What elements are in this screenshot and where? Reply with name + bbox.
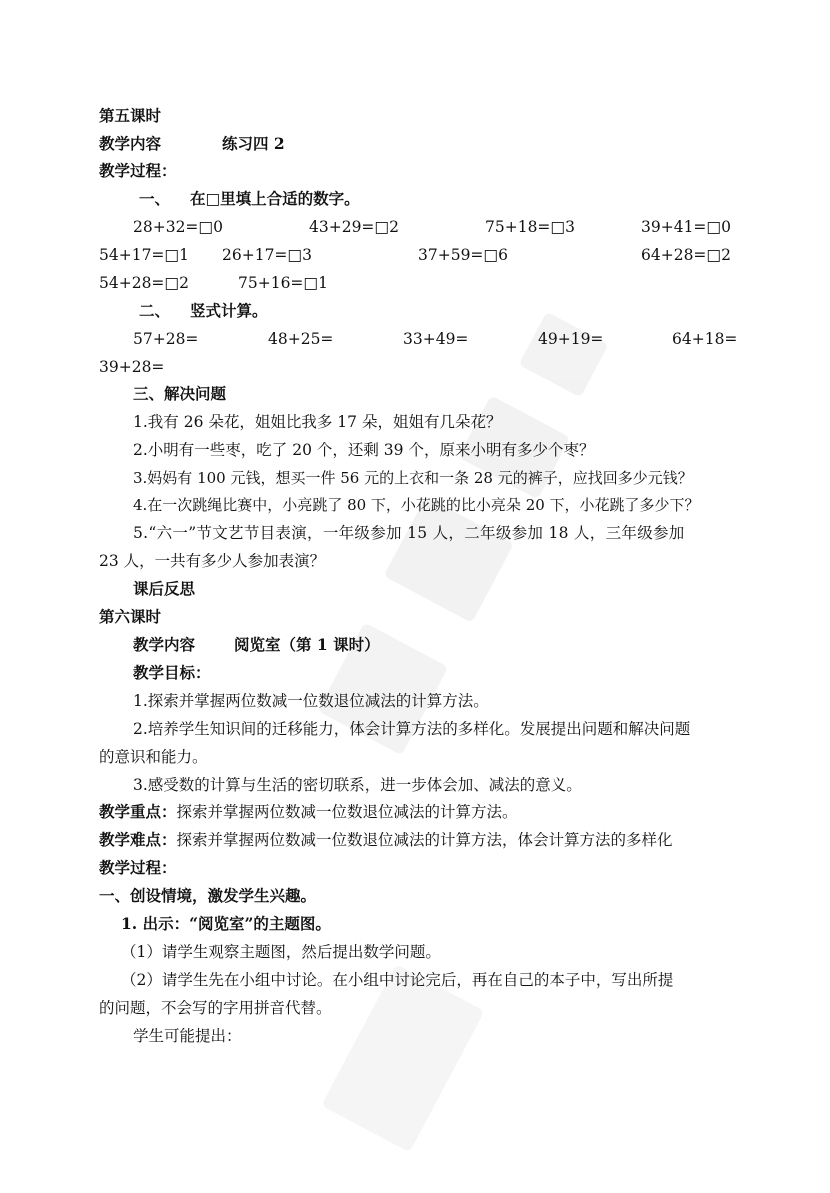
key-label: 教学重点： bbox=[99, 802, 177, 821]
section2-title: 竖式计算。 bbox=[190, 301, 268, 320]
lesson6-process-label: 教学过程： bbox=[99, 858, 177, 877]
calc-cell: 48+25= bbox=[268, 330, 334, 348]
goal-item: 3.感受数的计算与生活的密切联系，进一步体会加、减法的意义。 bbox=[133, 776, 582, 794]
difficulty-point bbox=[99, 829, 673, 851]
lesson5-content-value: 练习四 2 bbox=[222, 134, 285, 153]
section2-number: 二、 bbox=[139, 301, 171, 320]
calc-cell: 49+19= bbox=[538, 330, 604, 348]
section1-title: 在□里填上合适的数字。 bbox=[190, 189, 360, 208]
key-point bbox=[99, 801, 518, 823]
calc-cell: 57+28= bbox=[133, 330, 199, 348]
key-text: 探索并掌握两位数减一位数退位减法的计算方法。 bbox=[176, 803, 518, 821]
fill-cell: 26+17=□3 bbox=[222, 246, 312, 264]
problem-item: 3.妈妈有 100 元钱，想买一件 56 元的上衣和一条 28 元的裤子，应找回多少元钱？ bbox=[133, 469, 693, 487]
step-item: 的问题，不会写的字用拼音代替。 bbox=[99, 999, 332, 1017]
fill-cell: 75+18=□3 bbox=[485, 218, 575, 236]
lesson6-heading: 第六课时 bbox=[99, 607, 162, 626]
lesson5-process-label: 教学过程： bbox=[99, 161, 177, 180]
lesson6-content-label: 教学内容 bbox=[133, 635, 196, 654]
fill-cell: 54+17=□1 bbox=[99, 246, 189, 264]
calc-cell: 33+49= bbox=[403, 330, 469, 348]
step-item: （1）请学生观察主题图，然后提出数学问题。 bbox=[121, 943, 441, 961]
goal-item: 的意识和能力。 bbox=[99, 748, 208, 766]
problem-item: 4.在一次跳绳比赛中，小亮跳了 80 下，小花跳的比小亮朵 20 下，小花跳了多少下？ bbox=[133, 496, 700, 514]
difficulty-text: 探索并掌握两位数减一位数退位减法的计算方法，体会计算方法的多样化 bbox=[176, 831, 673, 849]
fill-cell: 39+41=□0 bbox=[641, 218, 731, 236]
fill-cell: 37+59=□6 bbox=[418, 246, 508, 264]
goal-item: 2.培养学生知识间的迁移能力，体会计算方法的多样化。发展提出问题和解决问题 bbox=[133, 720, 691, 738]
calc-cell: 64+18= bbox=[672, 330, 738, 348]
lesson6-content-value: 阅览室（第 1 课时） bbox=[234, 635, 380, 654]
fill-cell: 75+16=□1 bbox=[238, 274, 328, 292]
lesson6-goals-label: 教学目标： bbox=[133, 663, 211, 682]
part1-title: 一、创设情境，激发学生兴趣。 bbox=[99, 886, 317, 905]
problem-item: 2.小明有一些枣，吃了 20 个，还剩 39 个，原来小明有多少个枣？ bbox=[133, 441, 595, 459]
problem-item: 23 人，一共有多少人参加表演？ bbox=[99, 552, 326, 570]
students-may-propose: 学生可能提出： bbox=[133, 1027, 242, 1045]
step-item: （2）请学生先在小组中讨论。在小组中讨论完后，再在自己的本子中，写出所提 bbox=[121, 971, 674, 989]
fill-cell: 54+28=□2 bbox=[99, 274, 189, 292]
section1-number: 一、 bbox=[139, 189, 171, 208]
step1-title: 1. 出示：“阅览室”的主题图。 bbox=[121, 914, 331, 933]
lesson5-content-label: 教学内容 bbox=[99, 134, 162, 153]
section3-title: 三、解决问题 bbox=[133, 384, 227, 403]
lesson5-heading: 第五课时 bbox=[99, 106, 162, 125]
goal-item: 1.探索并掌握两位数减一位数退位减法的计算方法。 bbox=[133, 692, 489, 710]
difficulty-label: 教学难点： bbox=[99, 830, 177, 849]
problem-item: 1.我有 26 朵花，姐姐比我多 17 朵，姐姐有几朵花？ bbox=[133, 413, 502, 431]
problem-item: 5.“六一”节文艺节目表演，一年级参加 15 人，二年级参加 18 人，三年级参加 bbox=[133, 524, 685, 542]
fill-cell: 64+28=□2 bbox=[641, 246, 731, 264]
calc-cell: 39+28= bbox=[99, 358, 165, 376]
reflection-label: 课后反思 bbox=[133, 579, 196, 598]
fill-cell: 43+29=□2 bbox=[309, 218, 399, 236]
fill-cell: 28+32=□0 bbox=[133, 218, 223, 236]
